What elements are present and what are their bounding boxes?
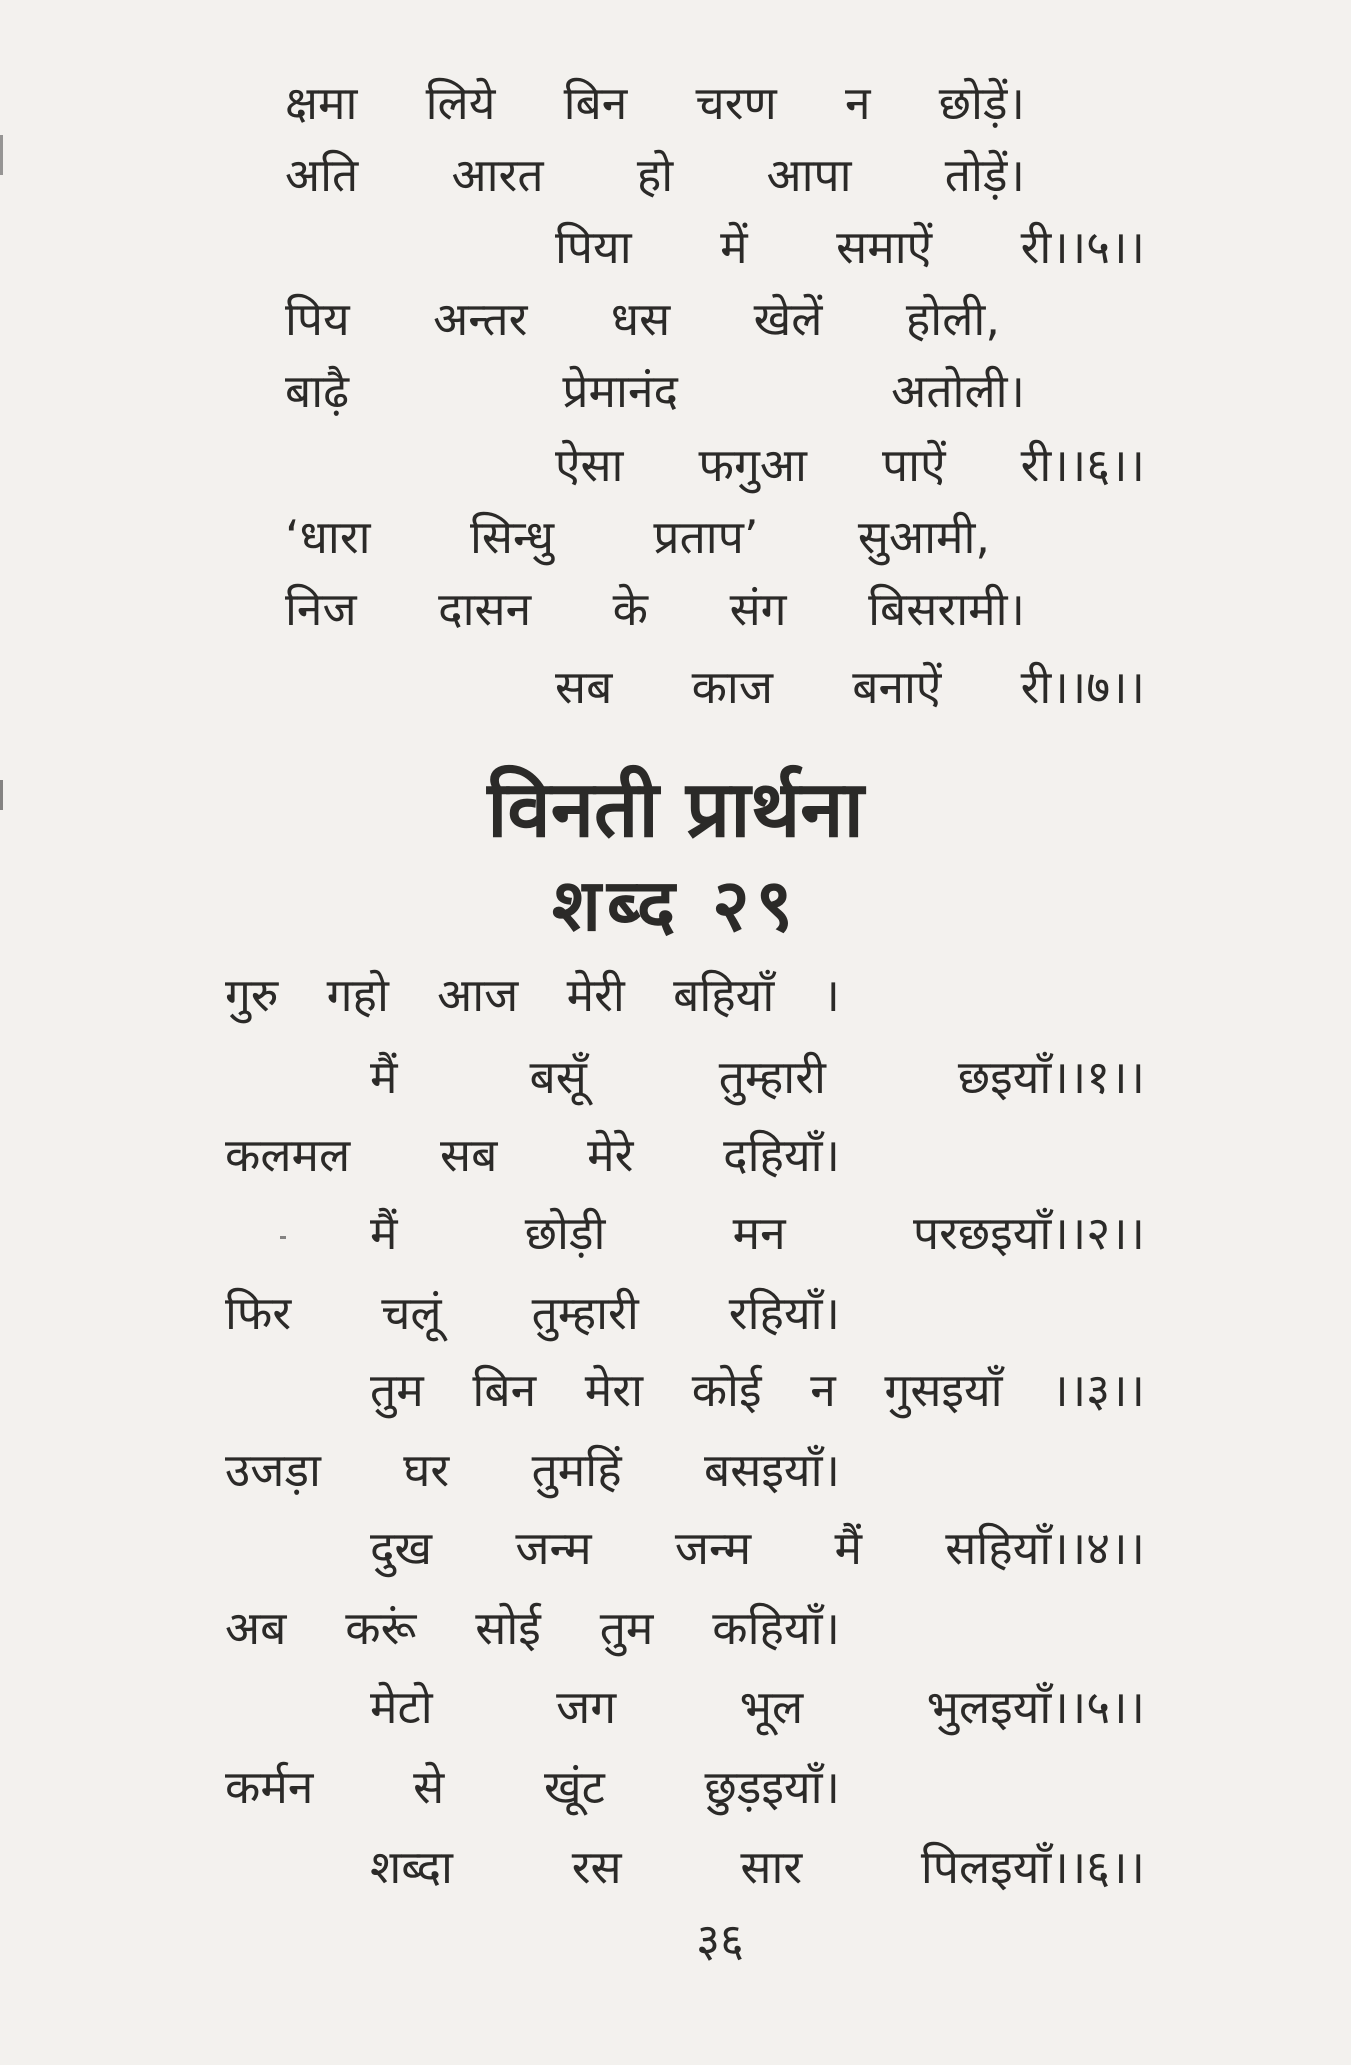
verse-word: पिय	[285, 292, 350, 346]
verse-word: सुआमी,	[857, 510, 990, 564]
verse-word: गुरु	[225, 968, 279, 1022]
verse-word: बहियाँ	[673, 968, 775, 1022]
verse-word: भूल	[739, 1680, 804, 1734]
verse-word: मन	[732, 1206, 786, 1260]
verse-word: ‘धारा	[285, 510, 371, 564]
verse-word: गुसइयाँ	[884, 1363, 1003, 1417]
verse-word: से	[413, 1760, 445, 1814]
verse-line	[370, 1832, 1145, 1902]
verse-word: अतोली।	[891, 364, 1025, 418]
verse-word: आपा	[766, 148, 852, 202]
verse-line	[285, 68, 1025, 138]
verse-line	[555, 212, 1145, 282]
verse-word: मेटो	[370, 1680, 433, 1734]
verse-line	[285, 284, 1000, 354]
verse-line	[370, 1672, 1145, 1742]
verse-word: आरत	[451, 148, 544, 202]
verse-word: भुलइयाँ।।५।।	[926, 1680, 1145, 1734]
verse-word: क्षमा	[285, 76, 358, 130]
verse-word: आज	[437, 968, 519, 1022]
verse-line	[225, 1752, 840, 1822]
verse-word: तुम	[370, 1363, 424, 1417]
verse-word: होली,	[905, 292, 1000, 346]
verse-word: संग	[729, 582, 787, 636]
verse-word: अन्तर	[433, 292, 528, 346]
verse-word: धस	[610, 292, 671, 346]
verse-line	[225, 1593, 840, 1663]
verse-word: खूंट	[543, 1760, 605, 1814]
verse-word: बाढ़ै	[285, 364, 350, 418]
verse-word: प्रताप’	[653, 510, 759, 564]
verse-word: छुड़इयाँ।	[704, 1760, 840, 1814]
verse-word: ।।३।।	[1051, 1363, 1145, 1417]
verse-word: शब्दा	[370, 1840, 453, 1894]
verse-line	[370, 1042, 1145, 1112]
verse-line	[285, 140, 1025, 210]
verse-word: समाऐं	[836, 220, 933, 274]
verse-word: बिन	[472, 1363, 537, 1417]
verse-word: मैं	[834, 1521, 862, 1575]
verse-word: तुम्हारी	[718, 1050, 826, 1104]
verse-word: मैं	[370, 1206, 398, 1260]
verse-word: री।।६।।	[1020, 438, 1145, 492]
verse-word: बसइयाँ।	[703, 1443, 840, 1497]
verse-word: कलमल	[225, 1128, 351, 1182]
verse-word: सार	[740, 1840, 803, 1894]
verse-word: दासन	[438, 582, 532, 636]
section-title: विनती प्रार्थना	[487, 765, 864, 855]
verse-word: न	[810, 1363, 836, 1417]
verse-word: सोई	[475, 1601, 541, 1655]
verse-line	[370, 1198, 1145, 1268]
verse-line	[225, 1278, 840, 1348]
verse-word: सब	[555, 660, 613, 714]
verse-word: मेरे	[587, 1128, 634, 1182]
verse-word: मेरा	[584, 1363, 644, 1417]
verse-word: निज	[285, 582, 357, 636]
verse-word: ऐसा	[555, 438, 624, 492]
verse-word: सहियाँ।।४।।	[945, 1521, 1145, 1575]
verse-word: तुम	[599, 1601, 654, 1655]
verse-word: कोई	[691, 1363, 762, 1417]
verse-word: छोड़ें।	[938, 76, 1025, 130]
verse-line	[370, 1513, 1145, 1583]
verse-word: चरण	[695, 76, 777, 130]
verse-word: फगुआ	[698, 438, 807, 492]
verse-line	[285, 574, 1025, 644]
verse-word: पिलइयाँ।।६।।	[920, 1840, 1145, 1894]
verse-word: परछइयाँ।।२।।	[912, 1206, 1145, 1260]
verse-word: के	[612, 582, 648, 636]
verse-word: जग	[556, 1680, 617, 1734]
page-number: ३६	[696, 1913, 744, 1967]
verse-word: ।	[822, 968, 840, 1022]
verse-word: मैं	[370, 1050, 398, 1104]
verse-word: छइयाँ।।१।।	[957, 1050, 1145, 1104]
verse-word: में	[720, 220, 748, 274]
verse-word: जन्म	[674, 1521, 752, 1575]
verse-word: बिन	[563, 76, 628, 130]
verse-word: फिर	[225, 1286, 292, 1340]
verse-line	[285, 502, 990, 572]
verse-word: री।।७।।	[1020, 660, 1145, 714]
verse-line	[555, 652, 1145, 722]
verse-word: पाऐं	[882, 438, 946, 492]
verse-word: दहियाँ।	[723, 1128, 840, 1182]
verse-word: गहो	[326, 968, 389, 1022]
verse-word: घर	[403, 1443, 450, 1497]
verse-word: मेरी	[566, 968, 625, 1022]
verse-word: रहियाँ।	[728, 1286, 840, 1340]
scan-speck	[0, 780, 3, 810]
verse-word: पिया	[555, 220, 632, 274]
verse-word: अब	[225, 1601, 287, 1655]
verse-line	[285, 356, 1025, 426]
verse-word: बनाऐं	[852, 660, 942, 714]
verse-line	[370, 1355, 1145, 1425]
verse-word: लिये	[425, 76, 496, 130]
verse-word: रस	[571, 1840, 622, 1894]
verse-word: चलूं	[381, 1286, 442, 1340]
verse-word: करूं	[345, 1601, 417, 1655]
verse-word: कहियाँ।	[712, 1601, 840, 1655]
verse-word: तुम्हारी	[531, 1286, 639, 1340]
verse-word: री।।५।।	[1020, 220, 1145, 274]
verse-word: बसूँ	[529, 1050, 587, 1104]
verse-word: उजड़ा	[225, 1443, 321, 1497]
scan-speck	[0, 135, 3, 175]
shabd-number: शब्द २९	[551, 863, 800, 947]
verse-word: काज	[691, 660, 773, 714]
verse-word: सब	[439, 1128, 498, 1182]
verse-word: न	[845, 76, 871, 130]
verse-word: तुमहिं	[531, 1443, 622, 1497]
verse-word: सिन्धु	[469, 510, 554, 564]
verse-word: कर्मन	[225, 1760, 314, 1814]
verse-word: दुख	[370, 1521, 433, 1575]
verse-line	[225, 1435, 840, 1505]
verse-line	[555, 430, 1145, 500]
verse-word: तोड़ें।	[944, 148, 1025, 202]
verse-word: बिसरामी।	[868, 582, 1025, 636]
verse-line	[225, 960, 840, 1030]
verse-word: अति	[285, 148, 359, 202]
verse-line	[225, 1120, 840, 1190]
verse-word: जन्म	[515, 1521, 592, 1575]
verse-word: हो	[636, 148, 674, 202]
verse-word: छोड़ी	[524, 1206, 606, 1260]
verse-word: खेलें	[753, 292, 823, 346]
verse-word: प्रेमानंद	[562, 364, 678, 418]
scan-speck	[280, 1236, 286, 1239]
